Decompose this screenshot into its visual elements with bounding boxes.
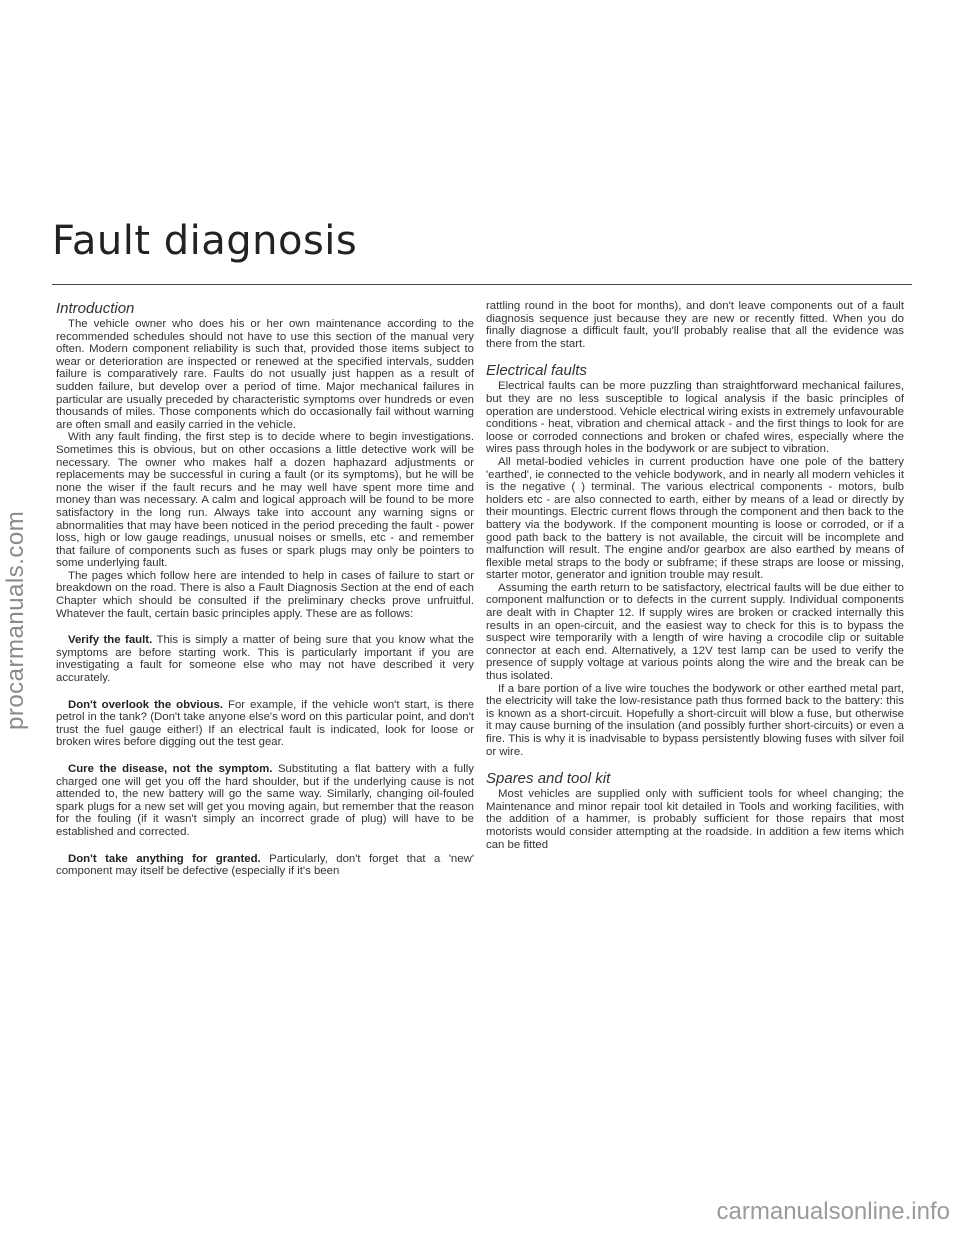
electrical-paragraph-2: All metal-bodied vehicles in current production have one pole of the battery 'earthed', ie connected to the vehicle bodywork, and in nearly all modern vehicles it is the negative ( ) terminal. The various electrical components - motors, bulb holders etc - are also connected to earth, either by means of a lead or directly by their mountings. Electric current flows through the component and then back to the battery via the bodywork. If the component mounting is loose or corroded, or if a good path back to the battery is not available, the circuit will be incomplete and malfunction will result. The engine and/or gearbox are also earthed by means of flexible metal straps to the body or subframe; if these straps are loose or missing, starter motor, generator and ignition trouble may result. xyxy=(486,455,904,582)
granted-paragraph xyxy=(56,853,474,878)
verify-text: This is simply a matter of being sure that you know what the symptoms are before starting work. This is particularly important if you are investigating a fault for someone else who may not have described it very accurately. xyxy=(56,634,474,685)
obvious-paragraph xyxy=(56,699,474,749)
left-column xyxy=(56,300,474,1220)
cure-paragraph xyxy=(56,763,474,839)
obvious-lead: Don't overlook the obvious. xyxy=(68,698,224,711)
electrical-paragraph-4: If a bare portion of a live wire touches the bodywork or other earthed metal part, the electricity will take the low-resistance path thus formed back to the battery: this is known as a short-circuit. Hopefully a short-circuit will blow a fuse, but otherwise it may cause burning of the insulation (and possibly further short-circuits) or even a fire. This is why it is inadvisable to bypass persistently blowing fuses with silver foil or wire. xyxy=(486,682,904,758)
intro-paragraph-2: With any fault finding, the first step is to decide where to begin investigations. Sometimes this is obvious, but on other occasions a little detective work will be necessary. The owner who makes half a dozen haphazard adjustments or replacements may be successful in curing a fault (or its symptoms), but he will be none the wiser if the fault recurs and he may well have spent more time and money than was necessary. A calm and logical approach will be found to be more satisfactory in the long run. Always take into account any warning signs or abnormalities that may have been noticed in the period preceding the fault - power loss, high or low gauge readings, unusual noises or smells, etc - and remember that failure of components such as fuses or spark plugs may only be pointers to some underlying fault. xyxy=(56,431,474,570)
cure-text: Substituting a flat battery with a fully charged one will get you off the hard shoulder, but if the underlying cause is not attended to, the new battery will go the same way. Similarly, changing oil-fouled spark plugs for a new set will get you moving again, but remember that the reason for the fouling (if it wasn't simply an incorrect grade of plug) will have to be established and corrected. xyxy=(56,763,474,838)
granted-text: Particularly, don't forget that a 'new' component may itself be defective (especially if it's been xyxy=(56,852,474,878)
intro-paragraph-3: The pages which follow here are intended to help in cases of failure to start or breakdown on the road. There is also a Fault Diagnosis Section at the end of each Chapter which should be consulted if the preliminary checks prove unfruitful. Whatever the fault, certain basic principles apply. These are as follows: xyxy=(56,569,474,620)
bottom-watermark: carmanualsonline.info xyxy=(716,1198,950,1225)
spares-paragraph-1: Most vehicles are supplied only with sufficient tools for wheel changing; the Maintenance and minor repair tool kit detailed in Tools and working facilities, with the addition of a hammer, is probably sufficient for those repairs that most motorists would consider attempting at the roadside. In addition a few items which can be fitted xyxy=(486,788,904,851)
verify-lead: Verify the fault. xyxy=(68,634,153,647)
title-rule xyxy=(52,284,912,285)
verify-paragraph xyxy=(56,634,474,684)
electrical-faults-heading: Electrical faults xyxy=(486,362,587,380)
introduction-heading: Introduction xyxy=(56,300,135,317)
page-title: Fault diagnosis xyxy=(52,218,358,264)
right-column xyxy=(486,300,904,1220)
cure-lead: Cure the disease, not the symptom. xyxy=(68,763,273,775)
spares-heading: Spares and tool kit xyxy=(486,770,611,788)
obvious-text: For example, if the vehicle won't start, is there petrol in the tank? (Don't take anyone else's word on this particular point, and don't trust the fuel gauge either!) If an electrical fault is indicated, look for loose or broken wires before digging out the test gear. xyxy=(56,698,474,749)
electrical-paragraph-3: Assuming the earth return to be satisfactory, electrical faults will be due either to component malfunction or to defects in the current supply. Individual components are dealt with in Chapter 12. If supply wires are broken or cracked internally this results in an open-circuit, and the easiest way to check for this is to bypass the suspect wire temporarily with a length of wire having a crocodile clip or suitable connector at each end. Alternatively, a 12V test lamp can be used to verify the presence of supply voltage at various points along the wire and the break can be thus isolated. xyxy=(486,581,904,683)
granted-lead: Don't take anything for granted. xyxy=(68,852,261,865)
continuation-paragraph: rattling round in the boot for months), and don't leave components out of a fault diagnosis sequence just because they are new or recently fitted. When you do finally diagnose a difficult fault, you'll probably realise that all the evidence was there from the start. xyxy=(486,300,904,350)
side-watermark: procarmanuals.com xyxy=(2,510,29,730)
electrical-paragraph-1: Electrical faults can be more puzzling than straightforward mechanical failures, but they are no less susceptible to logical analysis if the basic principles of operation are understood. Vehicle electrical wiring exists in extremely unfavourable conditions - heat, vibration and chemical attack - and the first things to look for are loose or corroded connections and broken or chafed wires, especially where the wires pass through holes in the bodywork or are subject to vibration. xyxy=(486,380,904,456)
intro-paragraph: The vehicle owner who does his or her own maintenance according to the recommended schedules should not have to use this section of the manual very often. Modern component reliability is such that, provided those items subject to wear or deterioration are inspected or renewed at the specified intervals, sudden failure is comparatively rare. Faults do not usually just happen as a result of sudden failure, but develop over a period of time. Major mechanical failures in particular are usually preceded by characteristic symptoms over hundreds or even thousands of miles. Those components which do occasionally fail without warning are often small and easily carried in the vehicle. xyxy=(56,318,474,431)
